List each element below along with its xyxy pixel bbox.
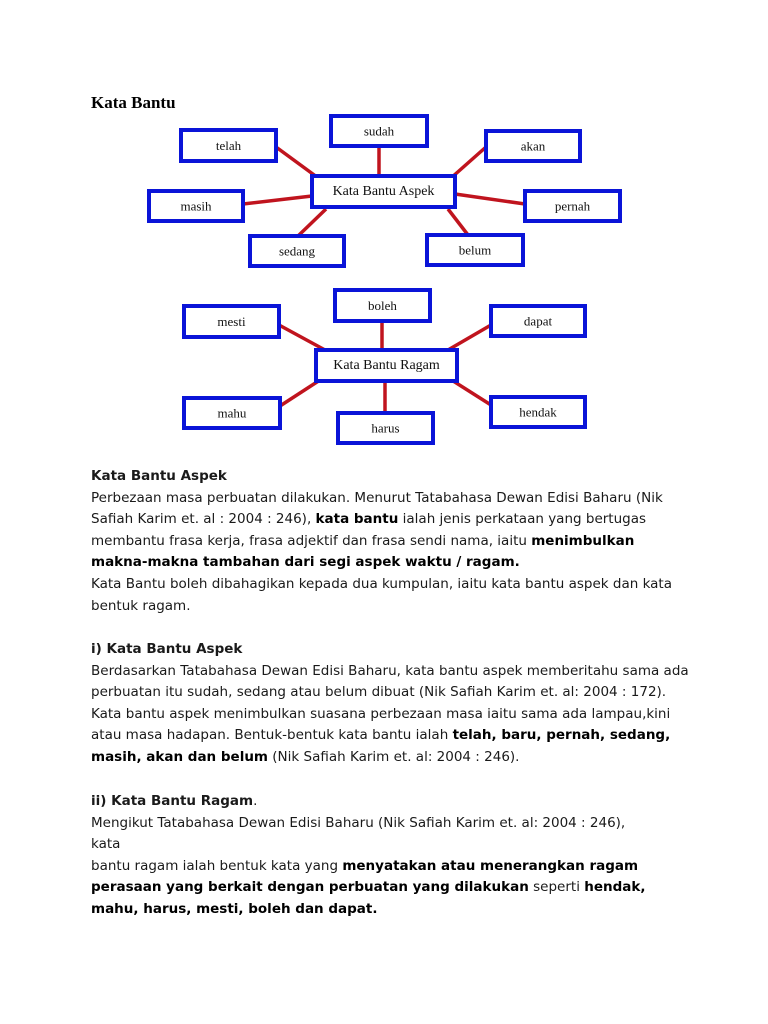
section-ii-text-c: seperti [528, 879, 585, 896]
node-masih [149, 191, 243, 221]
section-i-heading: i) Kata Bantu Aspek [91, 641, 243, 657]
node-kata-bantu-aspek-label: Kata Bantu Aspek [332, 184, 435, 199]
link-sedang [298, 209, 326, 236]
section-i-text-c: (Nik Safiah Karim et. al: 2004 : 246). [268, 748, 520, 765]
intro-bold-makna: menimbulkan makna-makna tambahan dari segi aspek waktu / ragam [91, 532, 635, 571]
node-kata-bantu-ragam-label: Kata Bantu Ragam [333, 358, 440, 373]
section-ii-text-a: bantu ragam ialah bentuk kata yang [91, 857, 343, 874]
section-ii-bold-forms: hendak, mahu, harus, mesti, boleh dan dapat [91, 879, 646, 917]
section-ii-heading-line [91, 791, 691, 813]
node-hendak-label: hendak [519, 404, 557, 420]
intro-text-c: ialah jenis perkataan yang bertugas membantu frasa kerja, frasa adjektif dan frasa sendi nama, iaitu [91, 511, 647, 549]
section-ii-bold-period: . [372, 900, 378, 917]
page-title: Kata Bantu [91, 93, 176, 112]
section-ii-bold-menyatakan: menyatakan atau menerangkan ragam perasaan yang berkait dengan perbuatan yang dilakukan [91, 857, 639, 896]
section-aspek-intro-paragraph-2: Kata Bantu boleh dibahagikan kepada dua kumpulan, iaitu kata bantu aspek dan kata bentuk ragam. [91, 575, 672, 614]
section-i-paragraph [91, 661, 691, 769]
node-pernah [525, 191, 620, 221]
link-belum [448, 209, 468, 235]
node-boleh-label: boleh [368, 298, 397, 313]
link-dapat [448, 325, 491, 350]
section-ii-line-1: Mengikut Tatabahasa Dewan Edisi Baharu (Nik Safiah Karim et. al: 2004 : 246), kata [91, 814, 626, 853]
node-harus-label: harus [371, 420, 400, 436]
node-kata-bantu-aspek [312, 176, 455, 207]
section-ii-paragraph [91, 856, 691, 921]
section-ii-heading-dot: . [253, 793, 258, 809]
section-ii [91, 791, 691, 921]
section-i-text-a: Berdasarkan Tatabahasa Dewan Edisi Baharu, kata bantu aspek memberitahu sama ada perbuatan itu sudah, sedang atau belum dibuat (Nik Safiah Karim et. al: 2004 : 172). Kata bantu aspek menimbulkan suasana perbezaan masa iaitu sama ada lampau,kini atau masa hadapan. Bentuk-bentuk kata bantu ialah [91, 662, 689, 744]
node-hendak [491, 397, 585, 427]
node-belum-label: belum [458, 242, 492, 258]
link-masih [243, 196, 312, 204]
section-ii-heading: ii) Kata Bantu Ragam [91, 793, 254, 809]
kata-bantu-diagrams [0, 0, 768, 460]
node-masih-label: masih [180, 198, 212, 214]
node-akan-label: akan [520, 138, 546, 154]
node-mesti-label: mesti [217, 314, 246, 329]
node-mahu-label: mahu [217, 405, 247, 421]
node-sedang [250, 236, 344, 266]
diagram-ragam [184, 290, 585, 443]
node-telah-label: telah [215, 138, 242, 153]
node-dapat [491, 306, 585, 336]
section-aspek-intro-paragraph [91, 488, 691, 574]
link-mesti [279, 325, 325, 350]
node-sudah [331, 116, 427, 146]
link-pernah [455, 194, 525, 204]
node-sudah-label: sudah [363, 123, 395, 139]
node-mahu [184, 398, 280, 428]
node-belum [427, 235, 523, 265]
link-mahu [280, 380, 320, 406]
intro-bold-period: . [514, 554, 520, 571]
node-boleh [335, 290, 430, 321]
section-i [91, 639, 691, 769]
node-telah [181, 130, 276, 161]
node-mesti [184, 306, 279, 337]
intro-text-a: Perbezaan masa perbuatan dilakukan. Menurut Tatabahasa Dewan Edisi Baharu (Nik Safiah Karim et. al : 2004 : 246), [91, 489, 663, 528]
node-akan [486, 131, 580, 161]
node-harus [338, 413, 433, 443]
node-dapat-label: dapat [523, 313, 553, 329]
link-akan [451, 147, 486, 178]
diagram-aspek [149, 116, 620, 266]
node-pernah-label: pernah [554, 198, 591, 214]
node-sedang-label: sedang [278, 243, 316, 259]
intro-bold-kata-bantu: kata bantu [315, 511, 399, 528]
section-aspek-intro [91, 466, 691, 617]
section-aspek-intro-heading: Kata Bantu Aspek [91, 468, 227, 484]
section-i-bold-forms: telah, baru, pernah, sedang, masih, akan dan belum [91, 727, 671, 765]
node-kata-bantu-ragam [316, 350, 457, 381]
